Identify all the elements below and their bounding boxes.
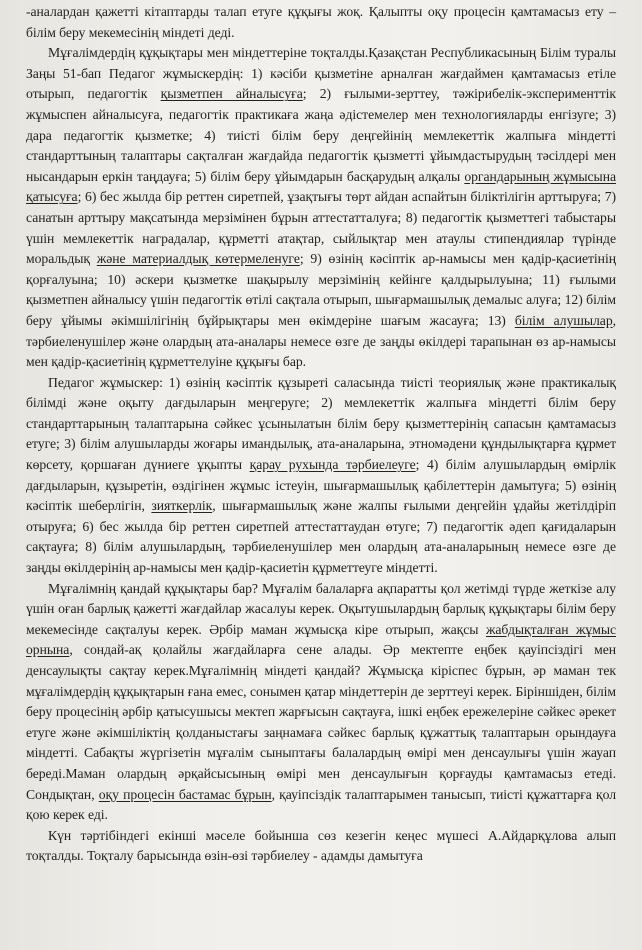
- underlined-phrase: қарау рухында тәрбиелеуге: [249, 457, 416, 473]
- text-segment: -аналардан қажетті кітаптарды талап етуге құқығы жоқ. Қалыпты оқу процесін қамтамасыз ету – білім беру мекемесінің міндеті деді.: [26, 4, 616, 40]
- underlined-phrase: қызметпен айналысуға: [160, 86, 303, 102]
- text-segment: ; 2) ғылыми-зерттеу, тәжірибелік-эксперименттік жұмыспен айналысуға, педагогтік практикаға жаңа әдістемелер мен технологияларды енгізуге; 3) дара педагогтік қызметке; 4) тиісті білім беру деңгейінің мемлекеттік жалпыға міндетті стандарттының талаптары сақталған жағдайда педагогтік қызметті ұйымдастырудың тәсілдері мен нысандарын еркін таңдауға; 5) білім беру ұйымдарын басқарудың алқалы: [26, 86, 616, 184]
- text-segment: ; 6) бес жылда бір реттен сиретпей, ұзақтығы төрт айдан аспайтын біліктілігін арттыруға; 7) санатын арттыру мақсатында мерзімінен бұрын аттестатталуға; 8) педагогтік қызметтегі табыстары үшін мемлекеттік наградалар, құрметті атақтар, сыйлықтар мен атаулы стипендиялар түрінде моральдық: [26, 189, 616, 267]
- text-segment: , шығармашылық және жалпы ғылыми деңгейін ұдайы жетілдіріп отыруға; 6) бес жылда бір реттен сиретпей аттестаттаудан өтуге; 7) педагогтік әдеп қағидаларын сақтауға; 8) білім алушылардың, тәрбиеленушілер мен олардың ата-аналарының немесе өзге де заңды өкілдерінің ар-намысы мен қадір-қасиетін құрметтеуге міндетті.: [26, 498, 616, 576]
- paragraph: [26, 373, 616, 579]
- text-segment: Мұғалімнің қандай құқықтары бар? Мұғалім балаларға ақпаратты қол жетімді түрде жеткізе алу үшін оған барлық қажетті жағдайлар жасалуы керек. Оқытушылардың барлық құқықтары білім беру мекемесінде сақталуы керек. Әрбір маман жұмысқа кіре отырып, жақсы: [26, 580, 616, 637]
- paragraph: [26, 579, 616, 826]
- underlined-phrase: және материалдық көтермеленуге: [96, 251, 300, 267]
- text-segment: Күн тәртібіндегі екінші мәселе бойынша сөз кезегін кеңес мүшесі А.Айдарқұлова алып тоқталды. Тоқталу барысында өзін-өзі тәрбиелеу - адамды дамытуға: [26, 827, 616, 864]
- underlined-phrase: жабдықталған жұмыс орнына: [26, 621, 616, 658]
- underlined-phrase: оқу процесін бастамас бұрын: [98, 786, 272, 802]
- document-body: [26, 2, 616, 867]
- paragraph: [26, 826, 616, 867]
- text-segment: ; 9) өзінің кәсіптік ар-намысы мен қадір-қасиетінің қорғалуына; 10) әскери қызметке шақырылу мерзімінің кейінге қалдырылуына; 11) ғылыми қызметпен айналысу үшін педагогтік өтілі сақтала отырып, шығармашылық демалыс алуға; 12) білім беру ұйымы әкімшілігінің бұйрықтары мен өкімдеріне шағым жасауға; 13): [26, 251, 616, 328]
- paragraph: [26, 43, 616, 373]
- text-segment: Педагог жұмыскер: 1) өзінің кәсіптік құзыреті саласында тиісті теориялық және практикалық білімді және оқыту дағдыларын меңгеруге; 2) мемлекеттік жалпыға міндетті білім беру стандарттарының талаптарына сәйкес ұсынылатын білім беру қызметтерінің сапасын қамтамасыз етуге; 3) білім алушыларды жоғары имандылық, ата-аналарына, этномәдени құндылықтарға құрмет көрсету, қоршаған дүниеге ұқыпты: [26, 374, 616, 473]
- text-segment: ; 4) білім алушылардың өмірлік дағдыларын, құзыретін, өздігінен жұмыс істеуін, шығармашылық қабілеттерін дамытуға; 5) өзінің кәсіптік шеберлігін,: [26, 457, 616, 514]
- underlined-phrase: білім алушылар: [514, 312, 613, 328]
- text-segment: , тәрбиеленушілер және олардың ата-аналары немесе өзге де заңды өкілдері тарапынан өз ар-намысы мен қадір-қасиетінің құрметтелуіне құқығы бар.: [26, 312, 616, 370]
- text-segment: , қауіпсіздік талаптарымен танысып, тиісті құжаттарға қол қою керек еді.: [26, 786, 616, 823]
- underlined-phrase: органдарының жұмысына қатысуға: [26, 168, 616, 205]
- underlined-phrase: зияткерлік: [151, 498, 213, 514]
- text-segment: Мұғалімдердің құқықтары мен міндеттеріне тоқталды.Қазақстан Республикасының Білім туралы Заңы 51-бап Педагог жұмыскердің: 1) кәсіби қызметіне арналған жағдаймен қамтамасыз етіле отырып, педагогтік: [26, 45, 616, 102]
- text-segment: , сондай-ақ қолайлы жағдайларға сене алады. Әр мектепте еңбек қауіпсіздігі мен денсаулықты сақтау керек.Мұғалімнің міндеті қандай? Жұмысқа кіріспес бұрын, әр маман тек мұғалімдердің құқықтарын ғана емес, сонымен қатар міндеттерін де зерттеуі керек. Біріншіден, білім беру процесінің әрбір қатысушысы мектеп жарғысын сақтауға, ішкі еңбек ережелеріне сәйкес әрекет етуге және әкімшіліктің қолданыстағы заңнамаға сәйкес барлық құжаттық талаптарын орындауға міндетті. Сабақты жүргізетін мұғалім сыныптағы балалардың өмірі мен денсаулығы үшін жауап береді.Маман олардың әрқайсысының өмірі мен денсаулығын қорғауды қамтамасыз етеді. Сондықтан,: [26, 642, 616, 802]
- paragraph: [26, 2, 616, 43]
